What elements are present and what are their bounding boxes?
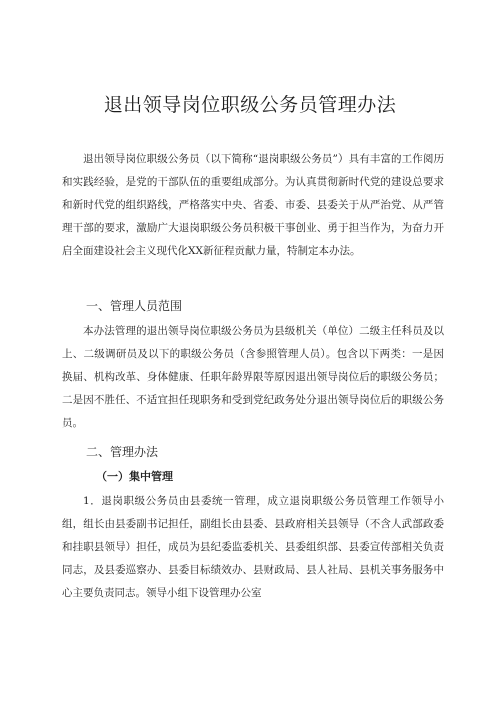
scope-paragraph: 本办法管理的退出领导岗位职级公务员为县级机关（单位）二级主任科员及以上、二级调研员及以下的职级公务员（含参照管理人员）。包含以下两类：一是因换届、机构改革、身体健康、任职年龄界限等原因退出领导岗位后的职级公务员；二是因不胜任、不适宜担任现职务和受到党纪政务处分退出领导岗位后的职级公务员。: [62, 325, 444, 429]
subsection-heading-centralized: （一）集中管理: [96, 470, 173, 483]
item-1-paragraph: 1．退岗职级公务员由县委统一管理，成立退岗职级公务员管理工作领导小组，组长由县委副书记担任，副组长由县委、县政府相关县领导（不含人武部政委和挂职县领导）担任，成员为县纪委监委机关、县委组织部、县委宣传部相关负责同志，及县委巡察办、县委目标绩效办、县财政局、县人社局、县机关事务服务中心主要负责同志。领导小组下设管理办公室: [62, 495, 444, 599]
section-heading-scope: 一、管理人员范围: [86, 299, 183, 313]
document-title: 退出领导岗位职级公务员管理办法: [103, 94, 397, 116]
intro-paragraph: 退出领导岗位职级公务员（以下简称“退岗职级公务员”）具有丰富的工作阅历和实践经验，是党的干部队伍的重要组成部分。为认真贯彻新时代党的建设总要求和新时代党的组织路线，严格落实中央、省委、市委、县委关于从严治党、从严管理干部的要求，激励广大退岗职级公务员积极干事创业、勇于担当作为，为奋力开启全面建设社会主义现代化XX新征程贡献力量，特制定本办法。: [62, 153, 444, 257]
section-heading-management: 二、管理办法: [86, 445, 159, 459]
